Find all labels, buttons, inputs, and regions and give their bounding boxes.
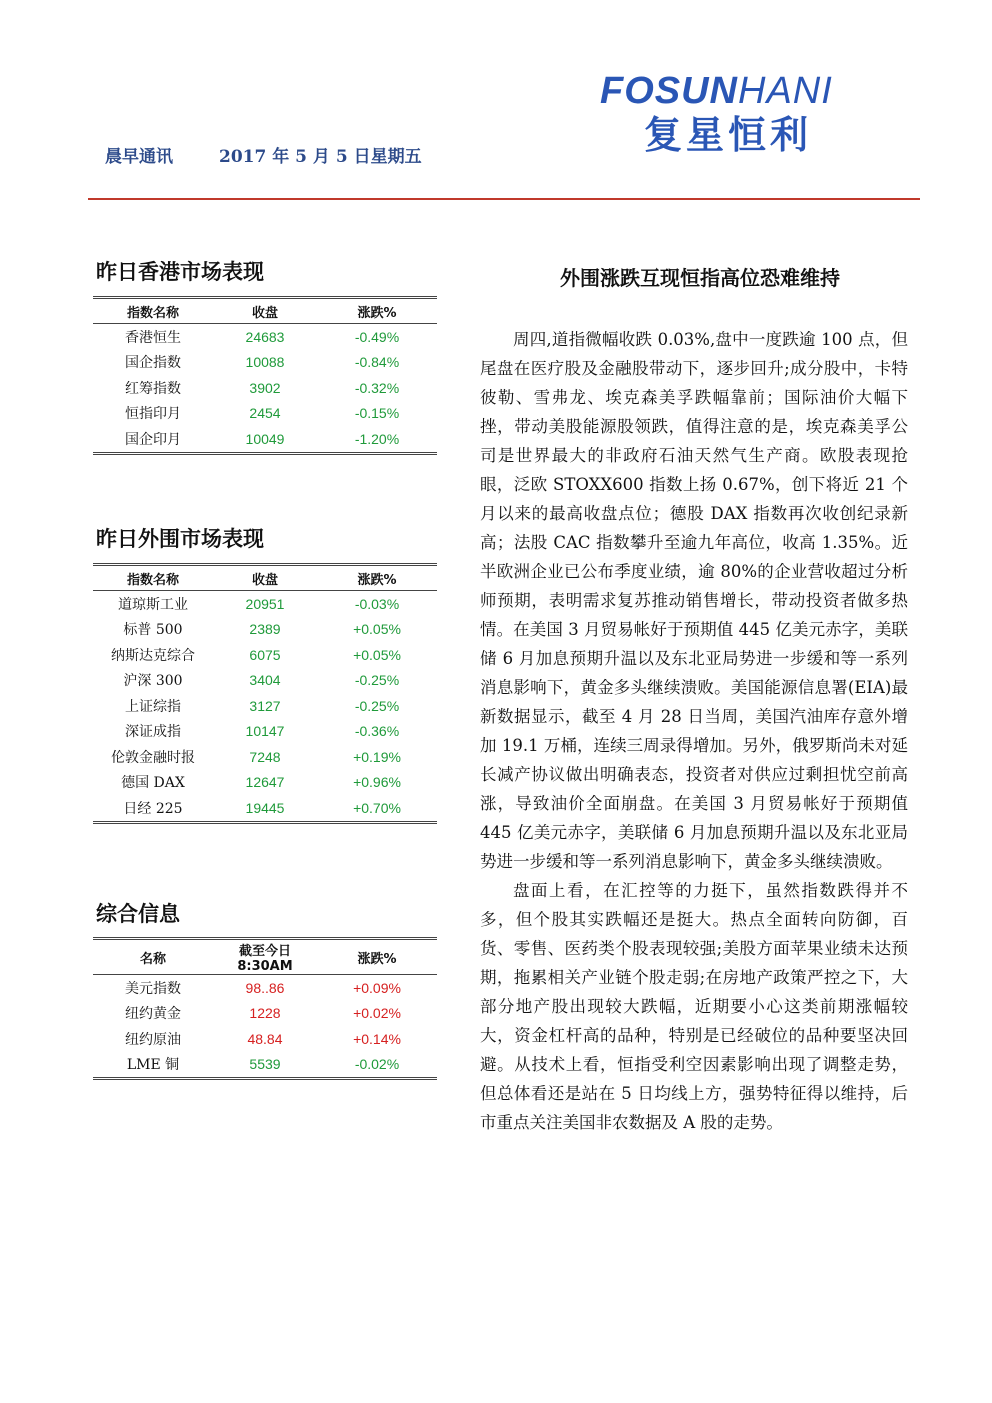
table-row	[93, 324, 437, 350]
row-change: -0.25%	[354, 672, 400, 689]
table-row	[93, 744, 437, 770]
row-value: 98..86	[245, 979, 285, 996]
row-change: -0.15%	[354, 405, 400, 422]
row-name: 国企指数	[125, 355, 181, 372]
row-value: 3404	[249, 672, 281, 689]
row-name: 香港恒生	[125, 329, 181, 346]
row-change: -0.36%	[354, 723, 400, 740]
row-name: 红筹指数	[125, 380, 181, 397]
table-row	[93, 770, 437, 796]
row-value: 6075	[249, 646, 281, 663]
report-header	[105, 142, 422, 167]
article-title: 外围涨跌互现恒指高位恐难维持	[560, 266, 840, 290]
col-header-change: 涨跌%	[317, 565, 437, 591]
row-name: 深证成指	[125, 724, 181, 741]
row-change: +0.02%	[353, 1005, 401, 1022]
row-change: -0.32%	[354, 379, 400, 396]
logo-english	[600, 72, 892, 110]
table-row	[93, 795, 437, 822]
row-change: +0.70%	[353, 799, 401, 816]
row-change: +0.09%	[353, 979, 401, 996]
company-logo	[600, 70, 892, 157]
row-value: 5539	[249, 1056, 281, 1073]
article-paragraph: 盘面上看，在汇控等的力挺下，虽然指数跌得并不多，但个股其实跌幅还是挺大。热点全面转向防御，百货、零售、医药类个股表现较强;美股方面苹果业绩未达预期，拖累相关产业链个股走弱;在房地产政策严控之下，大部分地产股出现较大跌幅，近期要小心这类前期涨幅较大，资金杠杆高的品种，特别是已经破位的品种要坚决回避。从技术上看，恒指受利空因素影响出现了调整走势，但总体看还是站在 5 日均线上方，强势特征得以维持，后市重点关注美国非农数据及 A 股的走势。	[480, 881, 908, 1132]
table-header-row	[93, 565, 437, 591]
row-name: 日经 225	[123, 800, 183, 817]
table-row	[93, 591, 437, 617]
table-row	[93, 617, 437, 643]
row-name: 德国 DAX	[121, 775, 185, 792]
row-change: -1.20%	[354, 430, 400, 447]
col-header-value: 截至今日 8:30AM	[213, 939, 317, 975]
row-name: 纽约黄金	[125, 1006, 181, 1023]
article-paragraph: 周四,道指微幅收跌 0.03%,盘中一度跌逾 100 点，但尾盘在医疗股及金融股带动下，逐步回升;成分股中，卡特彼勒、雪弗龙、埃克森美孚跌幅靠前；国际油价大幅下挫，带动美股能源股领跌，值得注意的是，埃克森美孚公司是世界最大的非政府石油天然气生产商。欧股表现抢眼，泛欧 STOXX600 指数上扬 0.67%，创下将近 21 个月以来的最高收盘点位；德股 DAX 指数再次收创纪录新高；法股 CAC 指数攀升至逾九年高位，收高 1.35%。近半欧洲企业已公布季度业绩，逾 80%的企业营收超过分析师预期，表明需求复苏推动销售增长，带动投资者做多热情。在美国 3 月贸易帐好于预期值 445 亿美元赤字，美联储 6 月加息预期升温以及东北亚局势进一步缓和等一系列消息影响下，黄金多头继续溃败。美国能源信息署(EIA)最新数据显示，截至 4 月 28 日当周，美国汽油库存意外增加 19.1 万桶，连续三周录得增加。另外，俄罗斯尚未对延长减产协议做出明确表态，投资者对供应过剩担忧空前高涨，导致油价全面崩盘。在美国 3 月贸易帐好于预期值 445 亿美元赤字，美联储 6 月加息预期升温以及东北亚局势进一步缓和等一系列消息影响下，黄金多头继续溃败。	[480, 330, 908, 871]
article-body	[480, 325, 908, 1137]
row-value: 48.84	[247, 1030, 283, 1047]
row-change: -0.25%	[354, 697, 400, 714]
row-name: 纳斯达克综合	[111, 647, 195, 664]
row-value: 3902	[249, 379, 281, 396]
row-value: 3127	[249, 697, 281, 714]
table-row	[93, 719, 437, 745]
row-value: 20951	[245, 595, 285, 612]
col-header-name: 名称	[93, 939, 213, 975]
table-row	[93, 1052, 437, 1079]
row-change: -0.02%	[354, 1056, 400, 1073]
report-name: 晨早通讯	[105, 147, 173, 167]
table-header-row	[93, 298, 437, 324]
row-value: 12647	[245, 774, 285, 791]
table-row	[93, 693, 437, 719]
row-name: 沪深 300	[123, 673, 183, 690]
table-row	[93, 401, 437, 427]
report-date: 2017 年 5 月 5 日星期五	[219, 147, 422, 167]
table-row	[93, 975, 437, 1001]
row-change: -0.84%	[354, 354, 400, 371]
table-row	[93, 350, 437, 376]
general-info-table	[93, 937, 437, 1080]
row-value: 24683	[245, 328, 285, 345]
row-name: 纽约原油	[125, 1031, 181, 1048]
row-name: 道琼斯工业	[118, 596, 188, 613]
row-change: -0.03%	[354, 595, 400, 612]
row-value: 19445	[245, 799, 285, 816]
table-row	[93, 375, 437, 401]
global-market-title: 昨日外围市场表现	[96, 526, 264, 551]
row-name: 伦敦金融时报	[111, 749, 195, 766]
row-value: 1228	[249, 1005, 281, 1022]
row-value: 2454	[249, 405, 281, 422]
logo-en-bold: FOSUN	[600, 70, 738, 112]
global-market-table	[93, 563, 437, 824]
general-info-title: 综合信息	[96, 901, 180, 926]
row-name: 恒指印月	[125, 406, 181, 423]
row-change: +0.05%	[353, 646, 401, 663]
row-name: 国企印月	[125, 431, 181, 448]
row-name: 上证综指	[125, 698, 181, 715]
col-header-change: 涨跌%	[317, 939, 437, 975]
row-name: 美元指数	[125, 980, 181, 997]
row-value: 10049	[245, 430, 285, 447]
row-name: 标普 500	[123, 622, 183, 639]
row-value: 10088	[245, 354, 285, 371]
logo-chinese: 复星恒利	[644, 113, 813, 157]
col-header-close: 收盘	[213, 298, 317, 324]
row-change: +0.19%	[353, 748, 401, 765]
hk-market-table	[93, 296, 437, 455]
col-header-name: 指数名称	[93, 565, 213, 591]
table-header-row	[93, 939, 437, 975]
row-change: -0.49%	[354, 328, 400, 345]
table-row	[93, 642, 437, 668]
row-change: +0.14%	[353, 1030, 401, 1047]
row-change: +0.05%	[353, 621, 401, 638]
row-value: 2389	[249, 621, 281, 638]
table-row	[93, 1026, 437, 1052]
table-row	[93, 426, 437, 453]
row-value: 7248	[249, 748, 281, 765]
hk-market-title: 昨日香港市场表现	[96, 259, 264, 284]
col-header-close: 收盘	[213, 565, 317, 591]
col-header-name: 指数名称	[93, 298, 213, 324]
header-divider	[88, 198, 920, 200]
row-change: +0.96%	[353, 774, 401, 791]
row-value: 10147	[245, 723, 285, 740]
logo-en-thin: HANI	[738, 70, 833, 112]
table-row	[93, 1001, 437, 1027]
table-row	[93, 668, 437, 694]
row-name: LME 铜	[126, 1057, 180, 1074]
col-header-change: 涨跌%	[317, 298, 437, 324]
